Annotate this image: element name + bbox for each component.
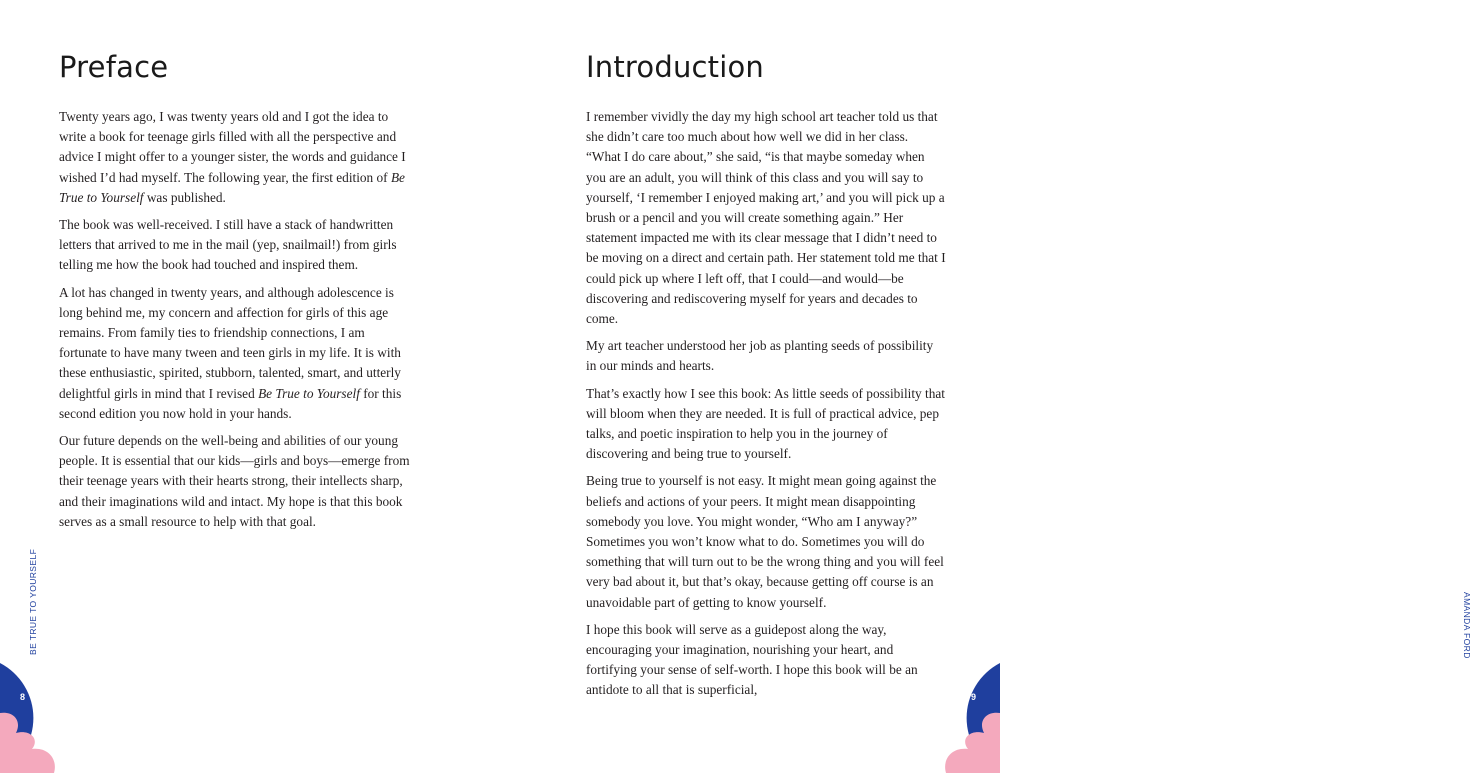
paragraph: My art teacher understood her job as planting seeds of possibility in our minds and hearts. [586, 338, 934, 374]
paragraph: I remember vividly the day my high school art teacher told us that she didn’t care too much about how well we did in her class. “What I do care about,” she said, “is that maybe someday when you are an adult, you will think of this class and you will say to yourself, ‘I remember I enjoyed making art,’ and you will pick up a brush or a pencil and you will create something again.” Her statement impacted me with its clear message that I didn’t need to be moving on a direct and certain path. Her statement told me that I could pick up where I left off, that I could—and would—be discovering and rediscovering myself for years and decades to come. [586, 109, 946, 327]
paragraph: A lot has changed in twenty years, and although adolescence is long behind me, my concern and affection for girls of this age remains. From family ties to friendship connections, I am fortunate to have many tween and teen girls in my life. It is with these enthusiastic, spirited, stubborn, talented, smart, and utterly delightful girls in mind that I revised Be True to Yourself for this second edition you now hold in your hands. [59, 284, 402, 421]
preface-heading: Preface [59, 50, 169, 84]
paragraph: Our future depends on the well-being and abilities of our young people. It is essential that our kids—girls and boys—emerge from their teenage years with their hearts strong, their intellects sharp, and their imaginations wild and intact. My hope is that this book serves as a small resource to help with that goal. [59, 433, 410, 529]
right-page [500, 0, 1472, 773]
paragraph: Being true to yourself is not easy. It might mean going against the beliefs and actions of your peers. It might mean disappointing somebody you love. You might wonder, “Who am I anyway?” Sometimes you won’t know what to do. Sometimes you will do something that will turn out to be the wrong thing and you will feel very bad about it, but that’s okay, because getting off course is an unavoidable part of getting to know yourself. [586, 473, 944, 610]
book-title: Be True to Yourself [59, 169, 405, 205]
paragraph: I hope this book will serve as a guidepost along the way, encouraging your imagination, nourishing your heart, and fortifying your sense of self-worth. I hope this book will be an antidote to all that is superficial, [586, 621, 918, 698]
running-head-book-title: BE TRUE TO YOURSELF [28, 548, 38, 655]
running-head-author: AMANDA FORD [1462, 592, 1472, 659]
corner-decoration-left [0, 663, 70, 773]
introduction-heading: Introduction [586, 50, 765, 84]
corner-decoration-right [930, 663, 1000, 773]
page-number: 9 [971, 692, 977, 702]
paragraph: That’s exactly how I see this book: As little seeds of possibility that will bloom when they are needed. It is full of practical advice, pep talks, and poetic inspiration to help you in the journey of discovering and being true to yourself. [586, 385, 945, 462]
introduction-body [586, 107, 946, 708]
left-page [0, 0, 500, 773]
book-title: Be True to Yourself [258, 385, 360, 401]
paragraph: Twenty years ago, I was twenty years old and I got the idea to write a book for teenage girls filled with all the perspective and advice I might offer to a younger sister, the words and guidance I wished I’d had myself. The following year, the first edition of Be True to Yourself was published. [59, 109, 406, 205]
paragraph: The book was well-received. I still have a stack of handwritten letters that arrived to me in the mail (yep, snailmail!) from girls telling me how the book had touched and inspired them. [59, 217, 397, 273]
preface-body [59, 107, 415, 539]
page-number: 8 [20, 692, 26, 702]
